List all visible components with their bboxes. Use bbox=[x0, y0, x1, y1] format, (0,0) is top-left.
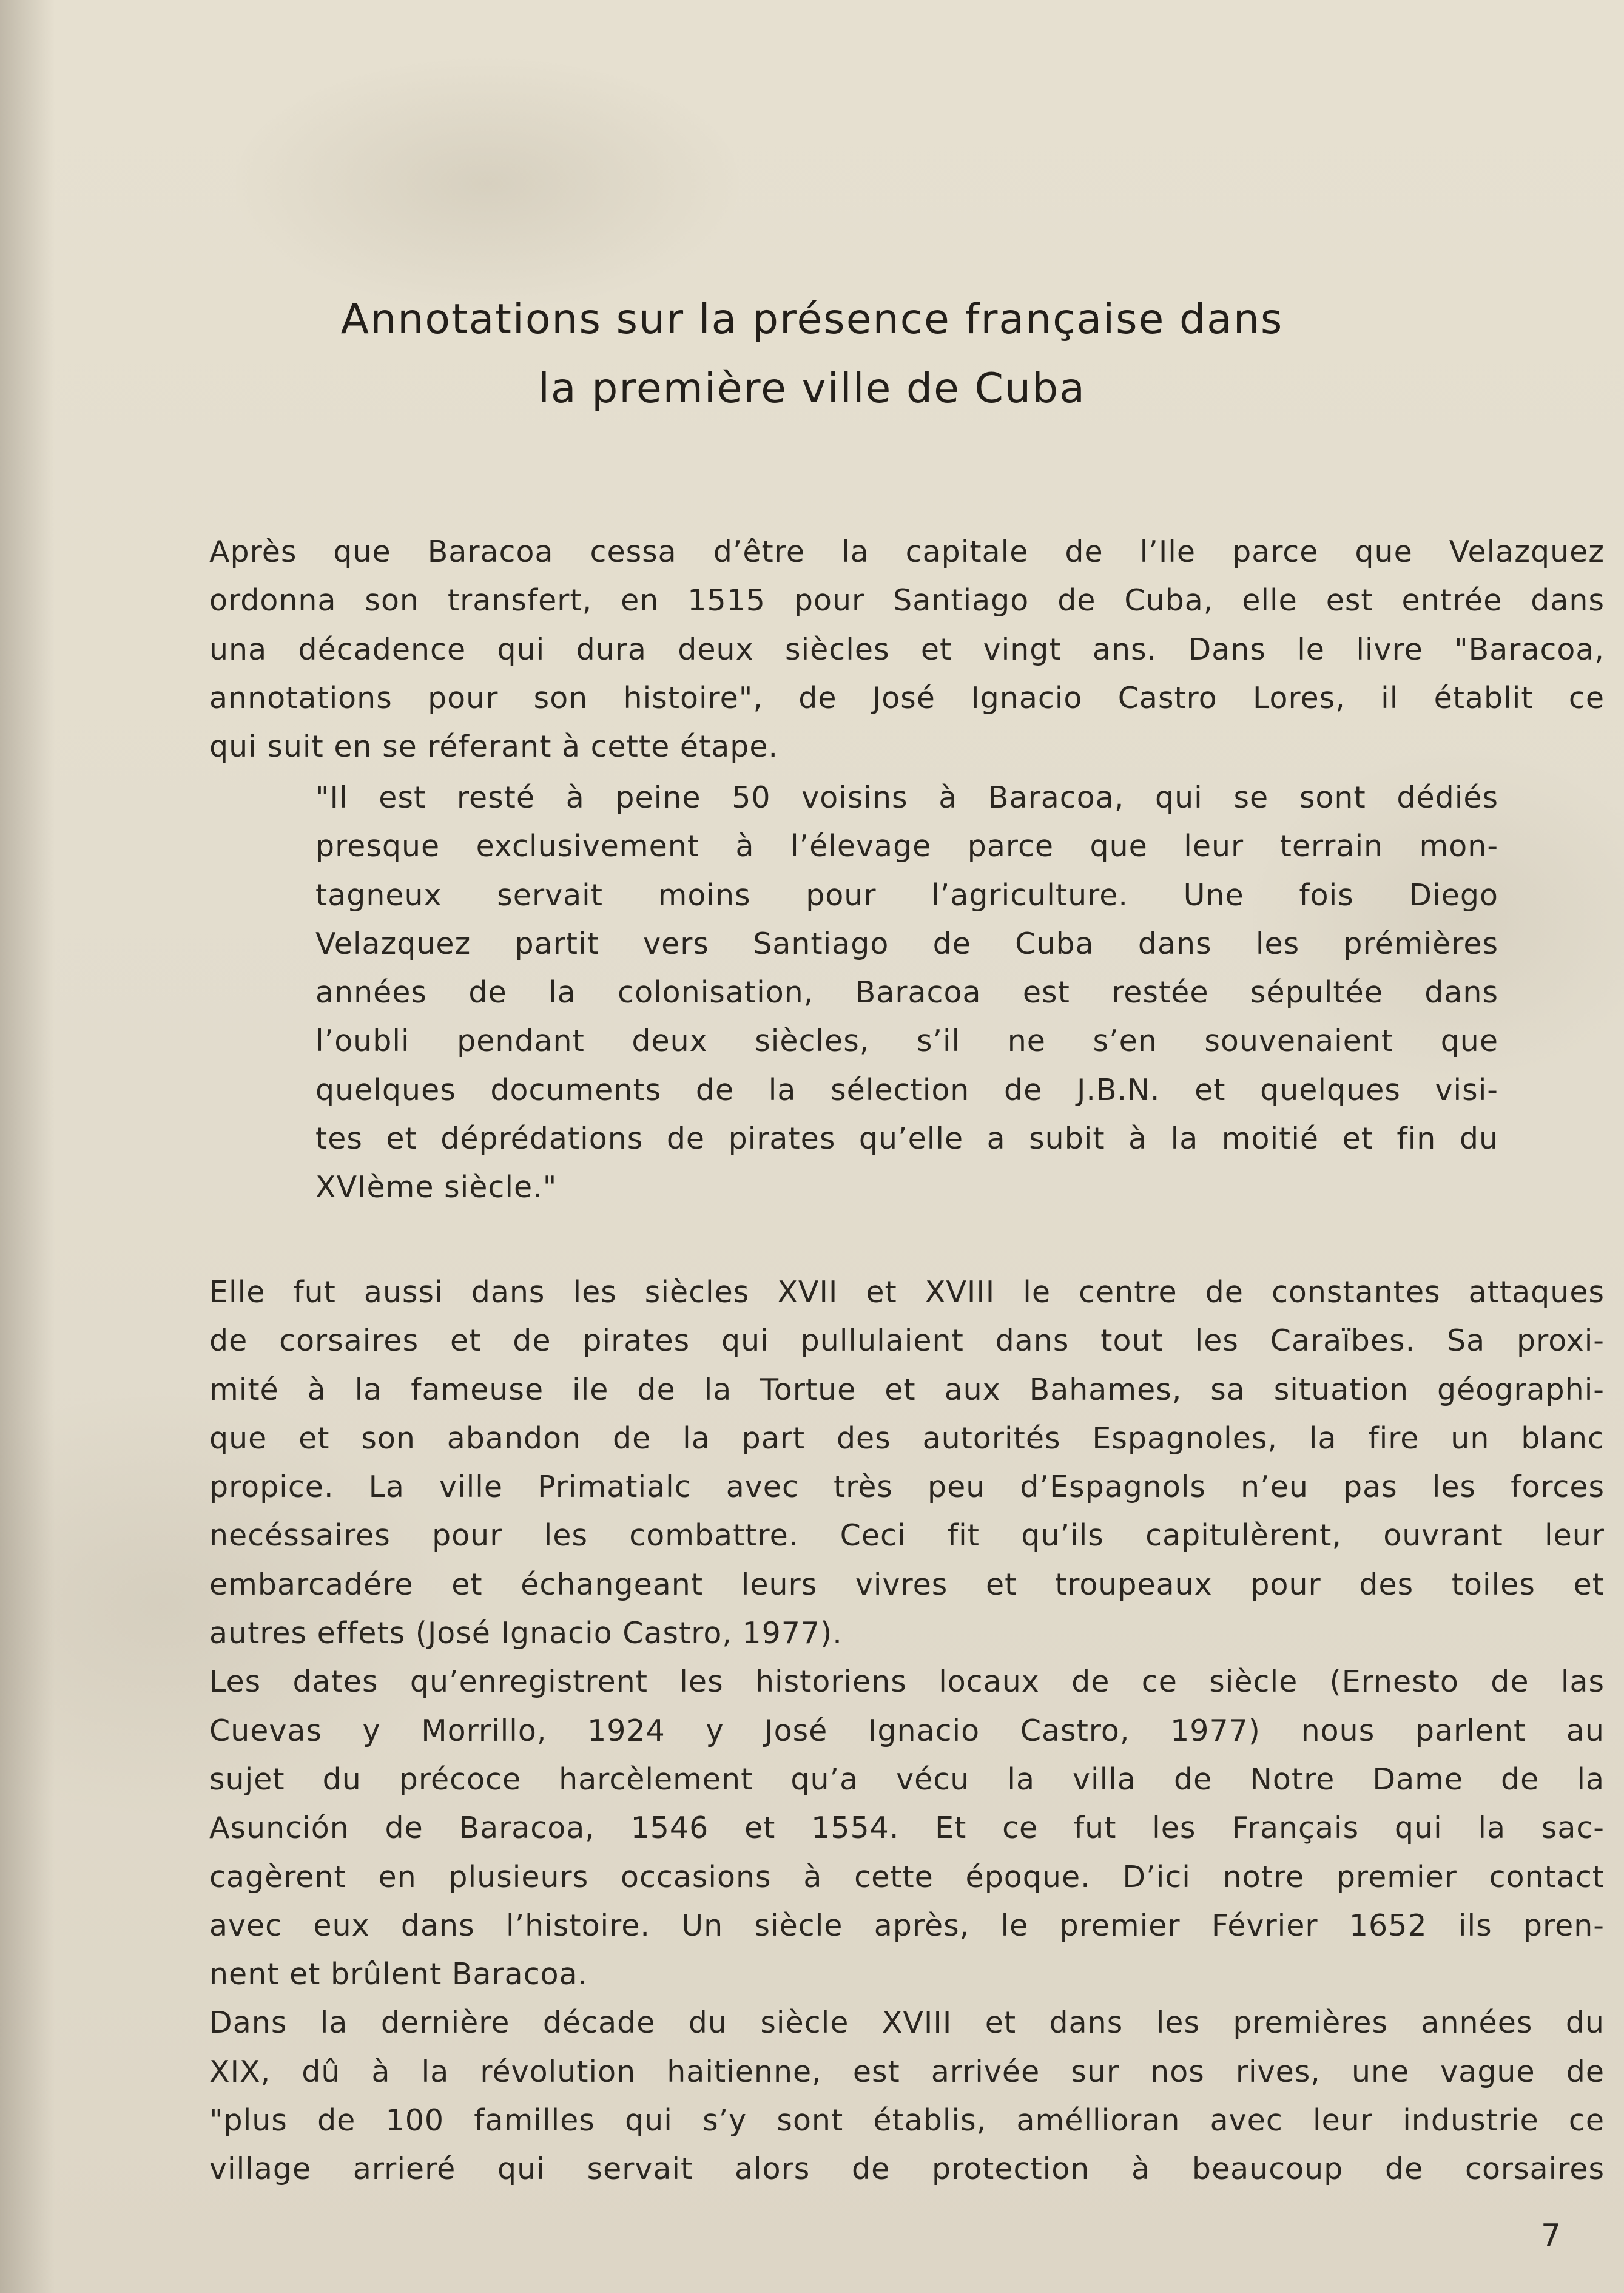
text-line: XIX, dû à la révolution haitienne, est arrivée sur nos rives, une vague de bbox=[209, 2054, 1605, 2089]
text-line: Les dates qu’enregistrent les historiens locaux de ce siècle (Ernesto de las bbox=[209, 1664, 1605, 1700]
text-line: embarcadére et échangeant leurs vivres et troupeaux pour des toiles et bbox=[209, 1567, 1605, 1602]
text-line: "plus de 100 familles qui s’y sont établis, améllioran avec leur industrie ce bbox=[209, 2103, 1605, 2138]
title-line-1: Annotations sur la présence française dans bbox=[340, 295, 1284, 343]
text-line: que et son abandon de la part des autorités Espagnoles, la fire un blanc bbox=[209, 1420, 1605, 1456]
quote-line: quelques documents de la sélection de J.B.N. et quelques visi- bbox=[315, 1072, 1498, 1107]
text-line: village arrieré qui servait alors de protection à beaucoup de corsaires bbox=[209, 2152, 1605, 2187]
quote-line: années de la colonisation, Baracoa est restée sépultée dans bbox=[315, 975, 1498, 1010]
text-line: qui suit en se réferant à cette étape. bbox=[209, 729, 779, 765]
text-line: annotations pour son histoire", de José Ignacio Castro Lores, il établit ce bbox=[209, 680, 1605, 715]
text-line: avec eux dans l’histoire. Un siècle après, le premier Février 1652 ils pren- bbox=[209, 1908, 1605, 1943]
text-line: Elle fut aussi dans les siècles XVII et XVIII le centre de constantes attaques bbox=[209, 1275, 1605, 1309]
text-line: necéssaires pour les combattre. Ceci fit qu’ils capitulèrent, ouvrant leur bbox=[209, 1518, 1605, 1553]
paragraph-2 bbox=[209, 1268, 1605, 1658]
quote-line: presque exclusivement à l’élevage parce que leur terrain mon- bbox=[315, 829, 1498, 864]
text-line: sujet du précoce harcèlement qu’a vécu la villa de Notre Dame de la bbox=[209, 1761, 1605, 1797]
quote-line: tagneux servait moins pour l’agriculture. Une fois Diego bbox=[315, 877, 1498, 913]
title-line-2: la première ville de Cuba bbox=[538, 365, 1086, 413]
block-quote bbox=[315, 774, 1498, 1212]
quote-line: XVIème siècle." bbox=[315, 1170, 558, 1205]
text-line: autres effets (José Ignacio Castro, 1977). bbox=[209, 1616, 843, 1651]
text-line: ordonna son transfert, en 1515 pour Santiago de Cuba, elle est entrée dans bbox=[209, 583, 1605, 618]
text-line: una décadence qui dura deux siècles et vingt ans. Dans le livre "Baracoa, bbox=[209, 632, 1605, 667]
text-line: cagèrent en plusieurs occasions à cette époque. D’ici notre premier contact bbox=[209, 1859, 1605, 1894]
paragraph-4 bbox=[209, 1999, 1605, 2193]
page-number: 7 bbox=[1541, 2218, 1562, 2254]
text-line: Cuevas y Morrillo, 1924 y José Ignacio Castro, 1977) nous parlent au bbox=[209, 1713, 1605, 1748]
text-line: Dans la dernière décade du siècle XVIII et dans les premières années du bbox=[209, 2005, 1605, 2041]
paragraph-3 bbox=[209, 1658, 1605, 1999]
quote-line: tes et déprédations de pirates qu’elle a subit à la moitié et fin du bbox=[315, 1121, 1498, 1157]
quote-line: "Il est resté à peine 50 voisins à Baracoa, qui se sont dédiés bbox=[315, 780, 1498, 815]
text-line: propice. La ville Primatialc avec très peu d’Espagnols n’eu pas les forces bbox=[209, 1470, 1605, 1505]
page-title bbox=[243, 285, 1381, 424]
text-line: nent et brûlent Baracoa. bbox=[209, 1957, 588, 1992]
quote-line: Velazquez partit vers Santiago de Cuba dans les prémières bbox=[315, 926, 1498, 961]
text-line: Asunción de Baracoa, 1546 et 1554. Et ce fut les Français qui la sac- bbox=[209, 1811, 1605, 1846]
paragraph-1 bbox=[209, 528, 1605, 771]
text-line: Après que Baracoa cessa d’être la capitale de l’Ile parce que Velazquez bbox=[209, 535, 1605, 569]
text-line: de corsaires et de pirates qui pullulaient dans tout les Caraïbes. Sa proxi- bbox=[209, 1323, 1605, 1359]
text-line: mité à la fameuse ile de la Tortue et aux Bahames, sa situation géographi- bbox=[209, 1372, 1605, 1407]
quote-line: l’oubli pendant deux siècles, s’il ne s’en souvenaient que bbox=[315, 1024, 1498, 1059]
main-body bbox=[209, 1268, 1605, 2194]
